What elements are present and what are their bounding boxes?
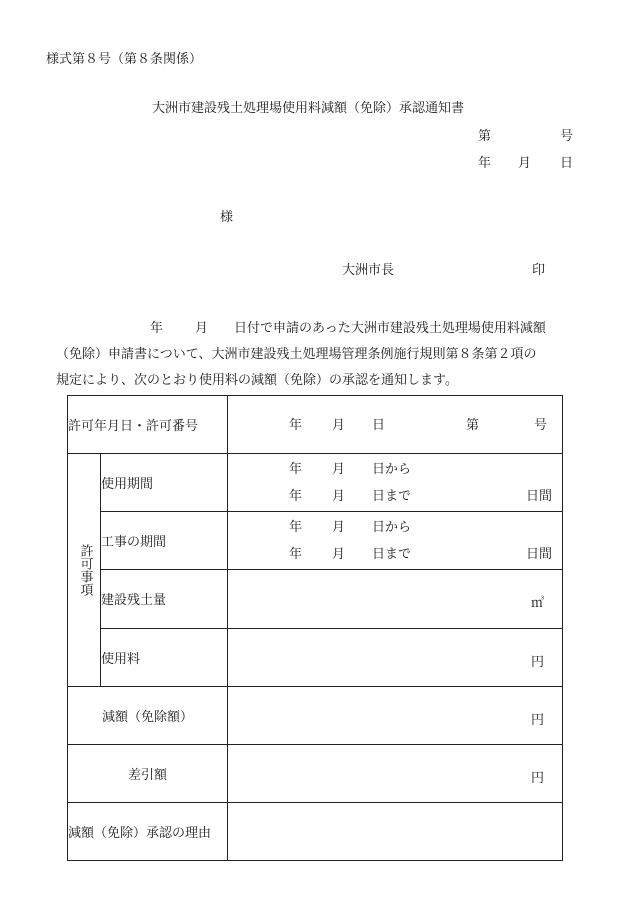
- permit-year: 年: [289, 418, 303, 433]
- reason-value-cell: [228, 802, 563, 860]
- group-label-cell: [68, 454, 101, 687]
- doc-number-prefix: 第: [478, 129, 492, 144]
- row-permit: [68, 396, 563, 454]
- use-period-label-cell: [101, 454, 228, 512]
- body-year: 年: [150, 321, 164, 336]
- soil-label: 建設残土量: [101, 593, 167, 609]
- reason-label-cell: [68, 802, 228, 860]
- work-from-day: 日から: [372, 520, 412, 536]
- work-from-year: 年: [289, 520, 303, 536]
- body-month: 月: [195, 321, 209, 336]
- reduction-value-cell: [228, 686, 563, 744]
- row-reduction: [68, 686, 563, 744]
- row-work-period: [68, 512, 563, 570]
- difference-label: 差引額: [128, 767, 168, 783]
- date-year: 年: [478, 156, 492, 171]
- work-to-day: 日まで: [372, 547, 412, 563]
- permit-no-suffix: 号: [534, 418, 548, 433]
- work-period-label-cell: [101, 512, 228, 570]
- fee-value-cell: [228, 628, 563, 686]
- reduction-label: 減額（免除額）: [102, 709, 194, 725]
- work-to-month: 月: [332, 547, 346, 563]
- fee-label-cell: [101, 628, 228, 686]
- doc-number-suffix: 号: [560, 129, 574, 144]
- body-line-2: （免除）申請書について、大洲市建設残土処理場管理条例施行規則第８条第２項の: [56, 347, 537, 362]
- issuer-name: 大洲市長: [342, 263, 395, 278]
- difference-value-cell: [228, 744, 563, 802]
- body-line-1: 日付で申請のあった大洲市建設残土処理場使用料減額: [234, 321, 546, 336]
- use-to-day: 日まで: [372, 489, 412, 505]
- reduction-unit: 円: [530, 712, 544, 728]
- use-from-month: 月: [332, 462, 346, 478]
- row-reason: [68, 802, 563, 860]
- permit-day: 日: [372, 418, 386, 433]
- form-number: 様式第８号（第８条関係）: [46, 52, 203, 67]
- soil-unit: ㎥: [530, 596, 544, 612]
- use-from-day: 日から: [372, 462, 412, 478]
- seal-mark: 印: [532, 263, 546, 278]
- work-period-value-cell: [228, 512, 563, 570]
- reason-label: 減額（免除）承認の理由: [68, 825, 212, 841]
- difference-unit: 円: [530, 770, 544, 786]
- use-period-label: 使用期間: [101, 477, 154, 493]
- use-days-unit: 日間: [525, 489, 552, 505]
- work-period-label: 工事の期間: [101, 535, 167, 551]
- use-period-value-cell: [228, 454, 563, 512]
- soil-value-cell: [228, 570, 563, 628]
- row-soil-volume: [68, 570, 563, 628]
- use-to-month: 月: [332, 489, 346, 505]
- permit-month: 月: [332, 418, 346, 433]
- soil-label-cell: [101, 570, 228, 628]
- use-from-year: 年: [289, 462, 303, 478]
- group-label: 許可事項: [77, 543, 93, 596]
- permit-table: [67, 395, 563, 861]
- permit-label: 許可年月日・許可番号: [68, 419, 199, 435]
- row-use-period: [68, 454, 563, 512]
- fee-unit: 円: [530, 654, 544, 670]
- permit-label-cell: [68, 396, 228, 454]
- use-to-year: 年: [289, 489, 303, 505]
- date-day: 日: [560, 156, 574, 171]
- row-fee: [68, 628, 563, 686]
- work-days-unit: 日間: [525, 547, 552, 563]
- reduction-label-cell: [68, 686, 228, 744]
- fee-label: 使用料: [101, 651, 141, 667]
- page-title: 大洲市建設残土処理場使用料減額（免除）承認通知書: [152, 101, 465, 116]
- date-month: 月: [518, 156, 532, 171]
- recipient-suffix: 様: [220, 210, 234, 225]
- row-difference: [68, 744, 563, 802]
- work-from-month: 月: [332, 520, 346, 536]
- permit-no-prefix: 第: [466, 418, 480, 433]
- body-line-3: 規定により、次のとおり使用料の減額（免除）の承認を通知します。: [56, 373, 458, 388]
- work-to-year: 年: [289, 547, 303, 563]
- difference-label-cell: [68, 744, 228, 802]
- permit-value-cell: [228, 396, 563, 454]
